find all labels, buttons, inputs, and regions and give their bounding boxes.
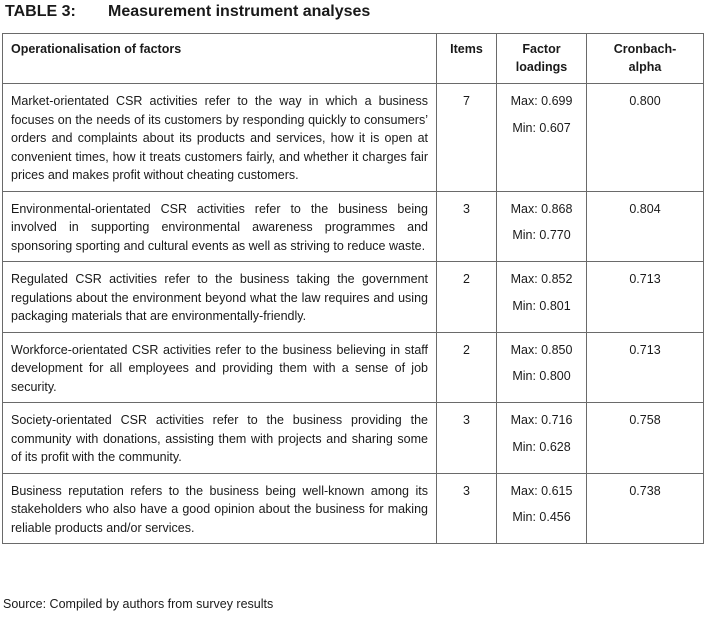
factor-description: Regulated CSR activities refer to the business taking the government regulations about the environment beyond what the law requires and using packaging materials that are environmentally-friendly. [3,262,437,333]
table-row [3,262,704,333]
measurement-table [2,33,704,544]
header-items: Items [437,34,497,84]
factor-loadings [497,332,587,403]
loading-max: Max: 0.850 [510,342,573,357]
items-count: 2 [437,262,497,333]
factor-loadings [497,191,587,262]
cronbach-alpha: 0.804 [587,191,704,262]
factor-description: Society-orientated CSR activities refer to the business providing the community with donations, assisting them with projects and sharing some of its profit with the community. [3,403,437,474]
table-caption [5,3,370,21]
factor-description: Business reputation refers to the business being well-known among its stakeholders who also have a good opinion about the business for making reliable products and/or services. [3,473,437,544]
table-row [3,473,704,544]
table-row [3,191,704,262]
items-count: 7 [437,84,497,192]
factor-description: Environmental-orientated CSR activities refer to the business being involved in supporting environmental awareness programmes and sponsoring sporting and cultural events as well as striving to reduce waste. [3,191,437,262]
factor-description: Workforce-orientated CSR activities refer to the business believing in staff development for all employees and providing them with a sense of job security. [3,332,437,403]
cronbach-alpha: 0.738 [587,473,704,544]
header-loadings-line1: Factor [522,42,561,56]
table-number: TABLE 3: [5,3,76,20]
loading-min: Min: 0.456 [512,510,571,524]
items-count: 3 [437,191,497,262]
cronbach-alpha: 0.800 [587,84,704,192]
loading-max: Max: 0.868 [510,201,573,216]
header-alpha [587,34,704,84]
items-count: 3 [437,473,497,544]
cronbach-alpha: 0.758 [587,403,704,474]
header-loadings-line2: loadings [515,60,568,74]
header-alpha-line1: Cronbach- [613,42,677,56]
loading-max: Max: 0.716 [510,413,573,427]
loading-min: Min: 0.607 [512,120,571,135]
loading-min: Min: 0.770 [512,228,571,242]
table-row [3,84,704,192]
items-count: 3 [437,403,497,474]
loading-min: Min: 0.801 [512,298,571,313]
header-loadings [497,34,587,84]
table-row [3,403,704,474]
items-count: 2 [437,332,497,403]
loading-max: Max: 0.699 [510,94,573,108]
loading-max: Max: 0.852 [510,272,573,286]
cronbach-alpha: 0.713 [587,332,704,403]
loading-max: Max: 0.615 [510,483,573,498]
factor-loadings [497,262,587,333]
loading-min: Min: 0.628 [512,439,571,454]
source-note: Source: Compiled by authors from survey results [3,597,274,611]
loading-min: Min: 0.800 [512,369,571,383]
header-factors: Operationalisation of factors [3,34,437,84]
factor-loadings [497,84,587,192]
header-row [3,34,704,84]
factor-loadings [497,403,587,474]
factor-loadings [497,473,587,544]
factor-description: Market-orientated CSR activities refer to the way in which a business focuses on the needs of its customers by responding quickly to consumers’ orders and complaints about its products and services, how it is open at convenient times, how it treats customers fairly, and whether it charges fair prices and makes profit without cheating customers. [3,84,437,192]
header-alpha-line2: alpha [628,60,662,74]
table-title: Measurement instrument analyses [108,3,371,20]
cronbach-alpha: 0.713 [587,262,704,333]
table-row [3,332,704,403]
